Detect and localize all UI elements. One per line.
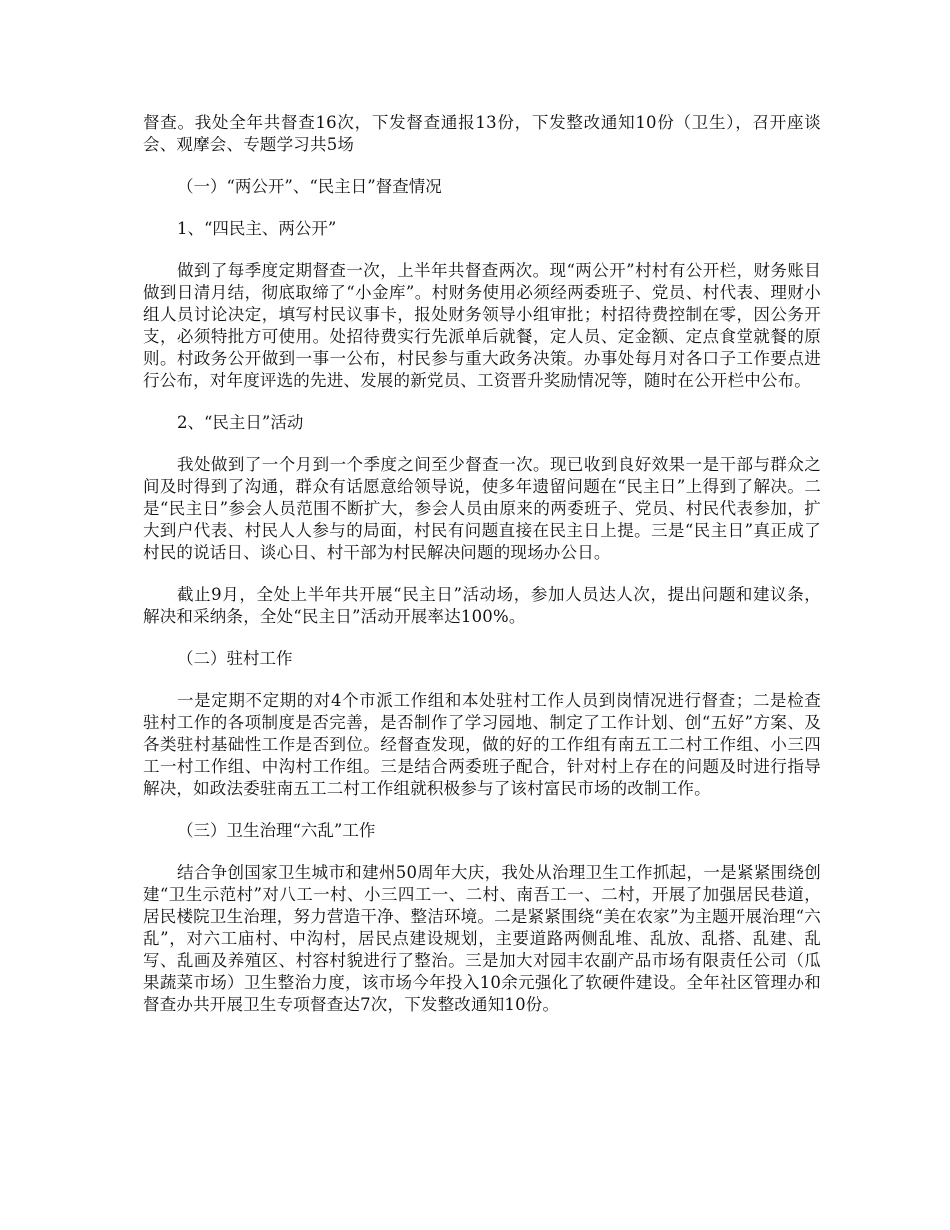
paragraph-sanitation: 结合争创国家卫生城市和建州50周年大庆，我处从治理卫生工作抓起，一是紧紧围绕创建“卫生示范村”对八工一村、小三四工一、二村、南吾工一、二村，开展了加强居民巷道，居民楼院卫生治理，努力营造干净、整洁环境。二是紧紧围绕“美在农家”为主题开展治理“六乱”，对六工庙村、中沟村，居民点建设规划，主要道路两侧乱堆、乱放、乱搭、乱建、乱写、乱画及养殖区、村容村貌进行了整治。三是加大对园丰农副产品市场有限责任公司（瓜果蔬菜市场）卫生整治力度，该市场今年投入10余元强化了软硬件建设。全年社区管理办和督查办共开展卫生专项督查达7次，下发整改通知10份。 — [143, 863, 821, 1014]
paragraph-village-work: 一是定期不定期的对4个市派工作组和本处驻村工作人员到岗情况进行督查；二是检查驻村工作的各项制度是否完善，是否制作了学习园地、制定了工作计划、创“五好”方案、及各类驻村基础性工作是否到位。经督查发现，做的好的工作组有南五工二村工作组、小三四工一村工作组、中沟村工作组。三是结合两委班子配合，针对村上存在的问题及时进行指导解决，如政法委驻南五工二村工作组就积极参与了该村富民市场的改制工作。 — [143, 691, 821, 798]
section-heading-sanitation: （三）卫生治理“六乱”工作 — [177, 821, 376, 840]
document-body — [143, 112, 821, 1016]
subheading-democracy-day: 2、“民主日”活动 — [177, 413, 304, 432]
paragraph-democracy-day-stats: 截止9月，全处上半年共开展“民主日”活动场，参加人员达人次，提出问题和建议条，解决和采纳条，全处“民主日”活动开展率达100%。 — [143, 585, 821, 626]
intro-paragraph: 督查。我处全年共督查16次，下发督查通报13份，下发整改通知10份（卫生），召开座谈会、观摩会、专题学习共5场 — [143, 113, 821, 154]
section-heading-village-work: （二）驻村工作 — [177, 649, 293, 668]
subheading-four-democracy: 1、“四民主、两公开” — [177, 219, 337, 238]
paragraph-four-democracy: 做到了每季度定期督查一次，上半年共督查两次。现“两公开”村村有公开栏，财务账目做到日清月结，彻底取缔了“小金库”。村财务使用必须经两委班子、党员、村代表、理财小组人员讨论决定，填写村民议事卡，报处财务领导小组审批；村招待费控制在零，因公务开支，必须特批方可使用。处招待费实行先派单后就餐，定人员、定金额、定点食堂就餐的原则。村政务公开做到一事一公布，村民参与重大政务决策。办事处每月对各口子工作要点进行公布，对年度评选的先进、发展的新党员、工资晋升奖励情况等，随时在公开栏中公布。 — [143, 261, 821, 390]
section-heading-two-public: （一）“两公开”、“民主日”督查情况 — [177, 177, 442, 196]
paragraph-democracy-day: 我处做到了一个月到一个季度之间至少督查一次。现已收到良好效果一是干部与群众之间及时得到了沟通，群众有话愿意给领导说，使多年遗留问题在“民主日”上得到了解决。二是“民主日”参会人员范围不断扩大，参会人员由原来的两委班子、党员、村民代表参加，扩大到户代表、村民人人参与的局面，村民有问题直接在民主日上提。三是“民主日”真正成了村民的说话日、谈心日、村干部为村民解决问题的现场办公日。 — [143, 455, 821, 562]
